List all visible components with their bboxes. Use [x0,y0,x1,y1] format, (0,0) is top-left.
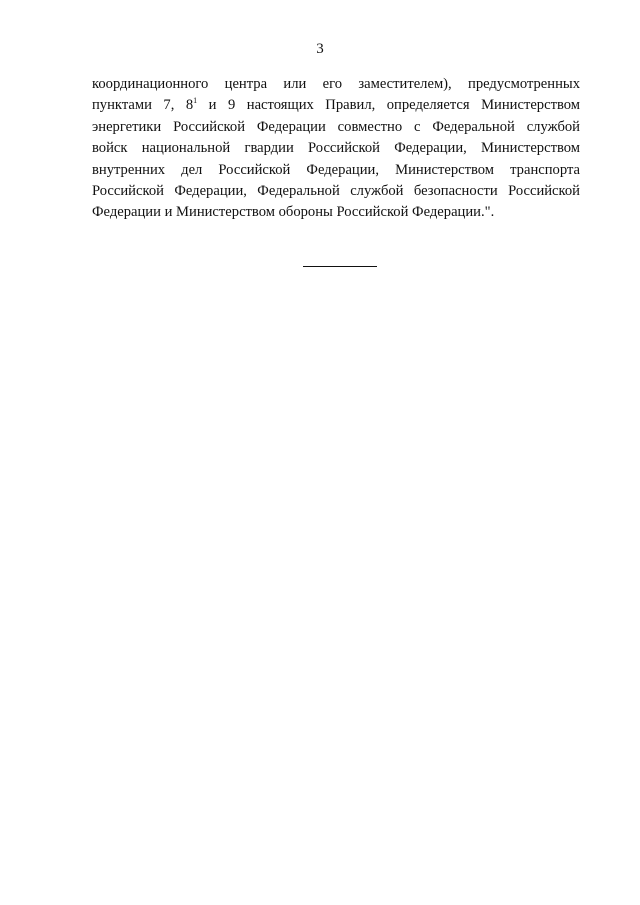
paragraph-line-3: энергетики Российской Федерации совместно с Федеральной службой [92,118,580,135]
superscript-index: 1 [193,96,198,106]
page-number: 3 [316,41,324,57]
paragraph-line-5: внутренних дел Российской Федерации, Министерством транспорта [92,161,580,178]
paragraph-line-7: Федерации и Министерством обороны Российской Федерации.". [92,204,495,221]
paragraph-line-6: Российской Федерации, Федеральной службой безопасности Российской [92,183,580,200]
document-paragraph [92,74,580,224]
paragraph-line-1: координационного центра или его заместителем), предусмотренных [92,76,580,92]
paragraph-line-2-end: и 9 настоящих Правил, определяется Министерством [197,97,581,114]
paragraph-line-4: войск национальной гвардии Российской Федерации, Министерством [92,140,580,157]
document-end-rule [303,266,377,267]
paragraph-line-2 [92,95,580,116]
paragraph-line-2-start: пунктами 7, 8 [92,97,194,114]
